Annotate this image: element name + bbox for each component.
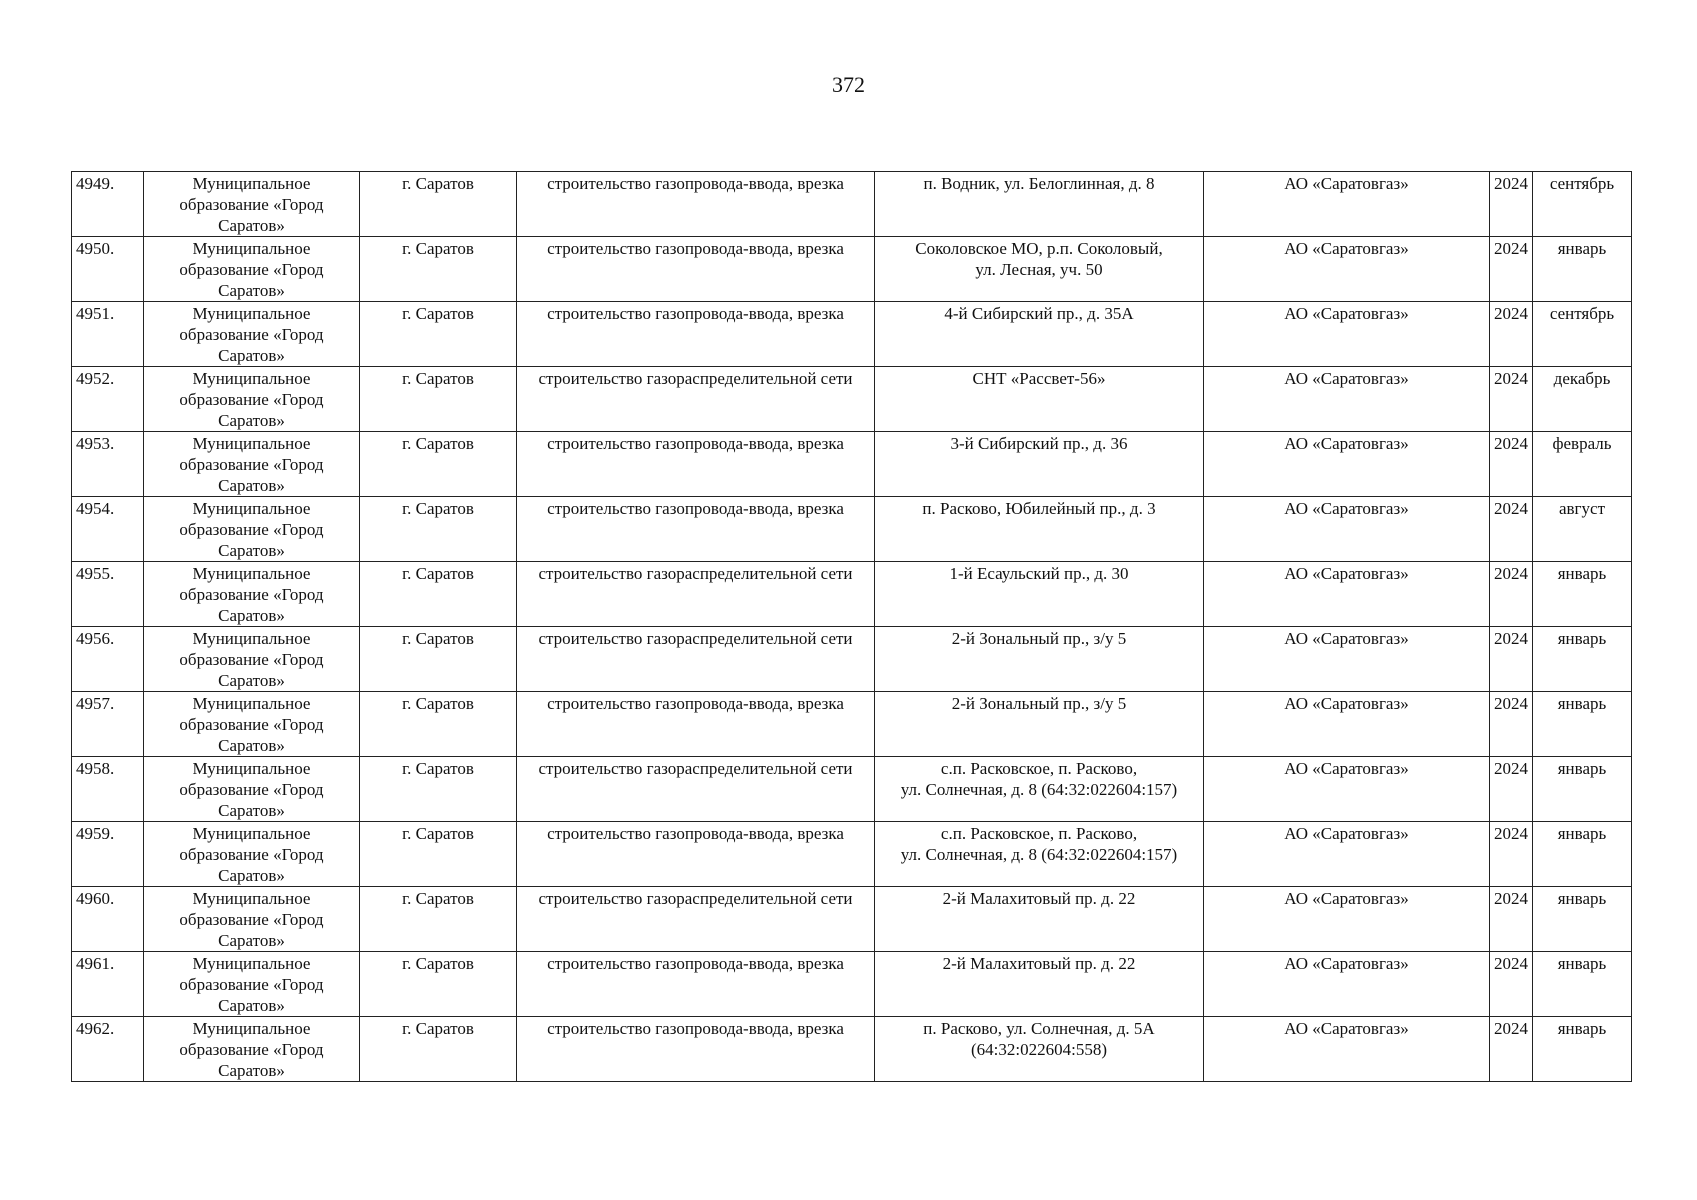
work-type-cell: строительство газораспределительной сети [517,757,875,822]
table-row [72,172,1632,237]
municipality-cell: Муниципальное образование «Город Саратов» [144,562,360,627]
city-cell: г. Саратов [360,562,517,627]
city-cell: г. Саратов [360,952,517,1017]
address-cell [875,497,1204,562]
organization-cell: АО «Саратовгаз» [1204,757,1490,822]
address-cell [875,562,1204,627]
year-cell: 2024 [1490,757,1533,822]
month-cell: январь [1533,822,1632,887]
address-line: ул. Лесная, уч. 50 [975,260,1103,279]
city-cell: г. Саратов [360,1017,517,1082]
organization-cell: АО «Саратовгаз» [1204,237,1490,302]
organization-cell: АО «Саратовгаз» [1204,497,1490,562]
work-type-cell: строительство газопровода-ввода, врезка [517,692,875,757]
city-cell: г. Саратов [360,692,517,757]
row-number: 4949. [72,172,144,237]
organization-cell: АО «Саратовгаз» [1204,887,1490,952]
organization-cell: АО «Саратовгаз» [1204,367,1490,432]
organization-cell: АО «Саратовгаз» [1204,562,1490,627]
work-type-cell: строительство газопровода-ввода, врезка [517,1017,875,1082]
month-cell: январь [1533,757,1632,822]
address-line: 4-й Сибирский пр., д. 35А [944,304,1134,323]
address-cell [875,627,1204,692]
municipality-cell: Муниципальное образование «Город Саратов» [144,432,360,497]
city-cell: г. Саратов [360,887,517,952]
address-line: 2-й Малахитовый пр. д. 22 [942,889,1136,908]
registry-table [71,171,1632,1082]
month-cell: январь [1533,1017,1632,1082]
address-line: п. Расково, ул. Солнечная, д. 5А [923,1019,1155,1038]
table-row [72,497,1632,562]
city-cell: г. Саратов [360,367,517,432]
address-line: ул. Солнечная, д. 8 (64:32:022604:157) [900,845,1178,864]
row-number: 4950. [72,237,144,302]
city-cell: г. Саратов [360,237,517,302]
month-cell: сентябрь [1533,302,1632,367]
month-cell: февраль [1533,432,1632,497]
month-cell: январь [1533,952,1632,1017]
address-line: ул. Солнечная, д. 8 (64:32:022604:157) [900,780,1178,799]
row-number: 4952. [72,367,144,432]
row-number: 4955. [72,562,144,627]
table-row [72,692,1632,757]
address-line: п. Расково, Юбилейный пр., д. 3 [922,499,1156,518]
city-cell: г. Саратов [360,302,517,367]
municipality-cell: Муниципальное образование «Город Саратов» [144,822,360,887]
table-row [72,1017,1632,1082]
address-cell [875,887,1204,952]
work-type-cell: строительство газопровода-ввода, врезка [517,497,875,562]
work-type-cell: строительство газопровода-ввода, врезка [517,952,875,1017]
organization-cell: АО «Саратовгаз» [1204,627,1490,692]
city-cell: г. Саратов [360,497,517,562]
year-cell: 2024 [1490,562,1533,627]
municipality-cell: Муниципальное образование «Город Саратов» [144,952,360,1017]
city-cell: г. Саратов [360,172,517,237]
year-cell: 2024 [1490,237,1533,302]
month-cell: январь [1533,887,1632,952]
year-cell: 2024 [1490,952,1533,1017]
year-cell: 2024 [1490,302,1533,367]
table-row [72,367,1632,432]
address-cell [875,692,1204,757]
table-row [72,562,1632,627]
municipality-cell: Муниципальное образование «Город Саратов» [144,497,360,562]
address-cell [875,237,1204,302]
row-number: 4956. [72,627,144,692]
table-row [72,822,1632,887]
month-cell: январь [1533,562,1632,627]
work-type-cell: строительство газораспределительной сети [517,562,875,627]
municipality-cell: Муниципальное образование «Город Саратов» [144,302,360,367]
row-number: 4958. [72,757,144,822]
organization-cell: АО «Саратовгаз» [1204,432,1490,497]
month-cell: январь [1533,692,1632,757]
month-cell: август [1533,497,1632,562]
year-cell: 2024 [1490,627,1533,692]
year-cell: 2024 [1490,692,1533,757]
city-cell: г. Саратов [360,757,517,822]
year-cell: 2024 [1490,432,1533,497]
row-number: 4960. [72,887,144,952]
year-cell: 2024 [1490,1017,1533,1082]
address-cell [875,302,1204,367]
row-number: 4961. [72,952,144,1017]
work-type-cell: строительство газопровода-ввода, врезка [517,172,875,237]
row-number: 4951. [72,302,144,367]
address-line: с.п. Расковское, п. Расково, [940,759,1138,778]
table-row [72,757,1632,822]
organization-cell: АО «Саратовгаз» [1204,172,1490,237]
municipality-cell: Муниципальное образование «Город Саратов» [144,692,360,757]
address-cell [875,757,1204,822]
table-row [72,432,1632,497]
address-line: 3-й Сибирский пр., д. 36 [950,434,1128,453]
registry-table-body [72,172,1632,1082]
address-cell [875,367,1204,432]
organization-cell: АО «Саратовгаз» [1204,692,1490,757]
table-row [72,887,1632,952]
address-line: 2-й Малахитовый пр. д. 22 [942,954,1136,973]
municipality-cell: Муниципальное образование «Город Саратов» [144,757,360,822]
table-row [72,627,1632,692]
address-line: 2-й Зональный пр., з/у 5 [951,694,1127,713]
municipality-cell: Муниципальное образование «Город Саратов» [144,367,360,432]
address-line: СНТ «Рассвет-56» [972,369,1106,388]
year-cell: 2024 [1490,367,1533,432]
month-cell: январь [1533,237,1632,302]
row-number: 4957. [72,692,144,757]
address-line: п. Водник, ул. Белоглинная, д. 8 [923,174,1155,193]
row-number: 4953. [72,432,144,497]
month-cell: январь [1533,627,1632,692]
address-cell [875,432,1204,497]
page-number: 372 [832,72,865,97]
address-cell [875,1017,1204,1082]
address-line: 2-й Зональный пр., з/у 5 [951,629,1127,648]
municipality-cell: Муниципальное образование «Город Саратов» [144,627,360,692]
work-type-cell: строительство газопровода-ввода, врезка [517,302,875,367]
row-number: 4954. [72,497,144,562]
city-cell: г. Саратов [360,432,517,497]
year-cell: 2024 [1490,172,1533,237]
work-type-cell: строительство газопровода-ввода, врезка [517,822,875,887]
organization-cell: АО «Саратовгаз» [1204,1017,1490,1082]
address-line: (64:32:022604:558) [971,1040,1107,1059]
table-row [72,237,1632,302]
municipality-cell: Муниципальное образование «Город Саратов» [144,887,360,952]
work-type-cell: строительство газораспределительной сети [517,367,875,432]
month-cell: сентябрь [1533,172,1632,237]
table-row [72,302,1632,367]
work-type-cell: строительство газораспределительной сети [517,627,875,692]
row-number: 4959. [72,822,144,887]
month-cell: декабрь [1533,367,1632,432]
row-number: 4962. [72,1017,144,1082]
municipality-cell: Муниципальное образование «Город Саратов» [144,172,360,237]
table-row [72,952,1632,1017]
municipality-cell: Муниципальное образование «Город Саратов» [144,1017,360,1082]
city-cell: г. Саратов [360,627,517,692]
city-cell: г. Саратов [360,822,517,887]
address-line: Соколовское МО, р.п. Соколовый, [915,239,1163,258]
address-line: 1-й Есаульский пр., д. 30 [949,564,1129,583]
work-type-cell: строительство газопровода-ввода, врезка [517,237,875,302]
work-type-cell: строительство газопровода-ввода, врезка [517,432,875,497]
municipality-cell: Муниципальное образование «Город Саратов» [144,237,360,302]
year-cell: 2024 [1490,887,1533,952]
organization-cell: АО «Саратовгаз» [1204,822,1490,887]
year-cell: 2024 [1490,822,1533,887]
address-line: с.п. Расковское, п. Расково, [940,824,1138,843]
work-type-cell: строительство газораспределительной сети [517,887,875,952]
address-cell [875,952,1204,1017]
organization-cell: АО «Саратовгаз» [1204,302,1490,367]
organization-cell: АО «Саратовгаз» [1204,952,1490,1017]
address-cell [875,172,1204,237]
year-cell: 2024 [1490,497,1533,562]
address-cell [875,822,1204,887]
